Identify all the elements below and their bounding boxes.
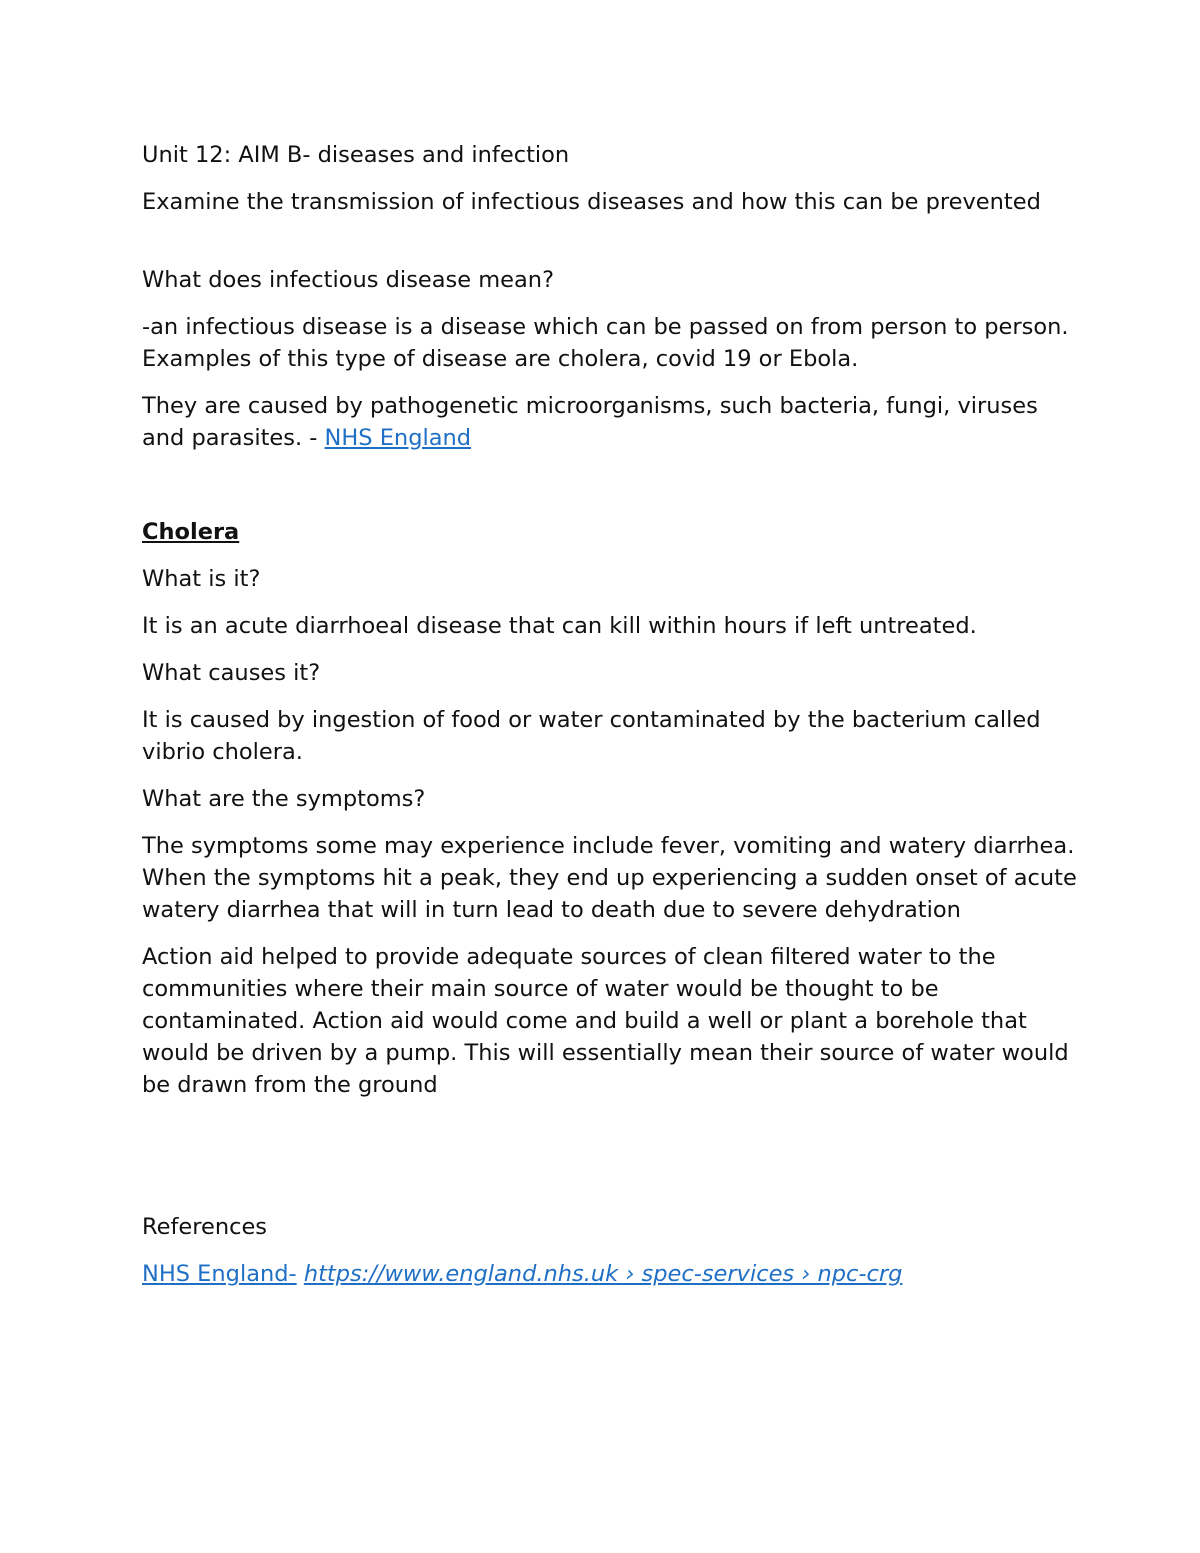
- question-what-causes-it: What causes it?: [142, 660, 321, 686]
- question-symptoms: What are the symptoms?: [142, 786, 426, 812]
- answer-meaning: -an infectious disease is a disease which can be passed on from person to person. Examples of this type of disease are cholera, covid 19 or Ebola.: [142, 314, 1069, 372]
- reference-entry: [142, 1258, 1082, 1290]
- action-aid-paragraph: Action aid helped to provide adequate sources of clean filtered water to the communities where their main source of water would be thought to be contaminated. Action aid would come and build a well or plant a borehole that would be driven by a pump. This will essentially mean their source of water would be drawn from the ground: [142, 944, 1069, 1098]
- document-title: Unit 12: AIM B- diseases and infection: [142, 142, 570, 168]
- causes-text: They are caused by pathogenetic microorganisms, such bacteria, fungi, viruses and parasites. -: [142, 393, 1038, 451]
- answer-what-is-it: It is an acute diarrhoeal disease that can kill within hours if left untreated.: [142, 613, 977, 639]
- cholera-heading: Cholera: [142, 519, 240, 545]
- question-what-is-it: What is it?: [142, 566, 261, 592]
- question-meaning: What does infectious disease mean?: [142, 267, 555, 293]
- references-heading: References: [142, 1214, 268, 1240]
- task-statement: Examine the transmission of infectious diseases and how this can be prevented: [142, 189, 1041, 215]
- causes-paragraph: [142, 390, 1082, 454]
- nhs-england-link[interactable]: NHS England: [324, 425, 472, 451]
- answer-what-causes-it: It is caused by ingestion of food or water contaminated by the bacterium called vibrio cholera.: [142, 707, 1041, 765]
- reference-name-link[interactable]: NHS England-: [142, 1261, 297, 1287]
- answer-symptoms: The symptoms some may experience include fever, vomiting and watery diarrhea. When the symptoms hit a peak, they end up experiencing a sudden onset of acute watery diarrhea that will in turn lead to death due to severe dehydration: [142, 833, 1077, 923]
- document-page: [142, 139, 1082, 1290]
- reference-url-link[interactable]: https://www.england.nhs.uk › spec-services › npc-crg: [303, 1261, 903, 1287]
